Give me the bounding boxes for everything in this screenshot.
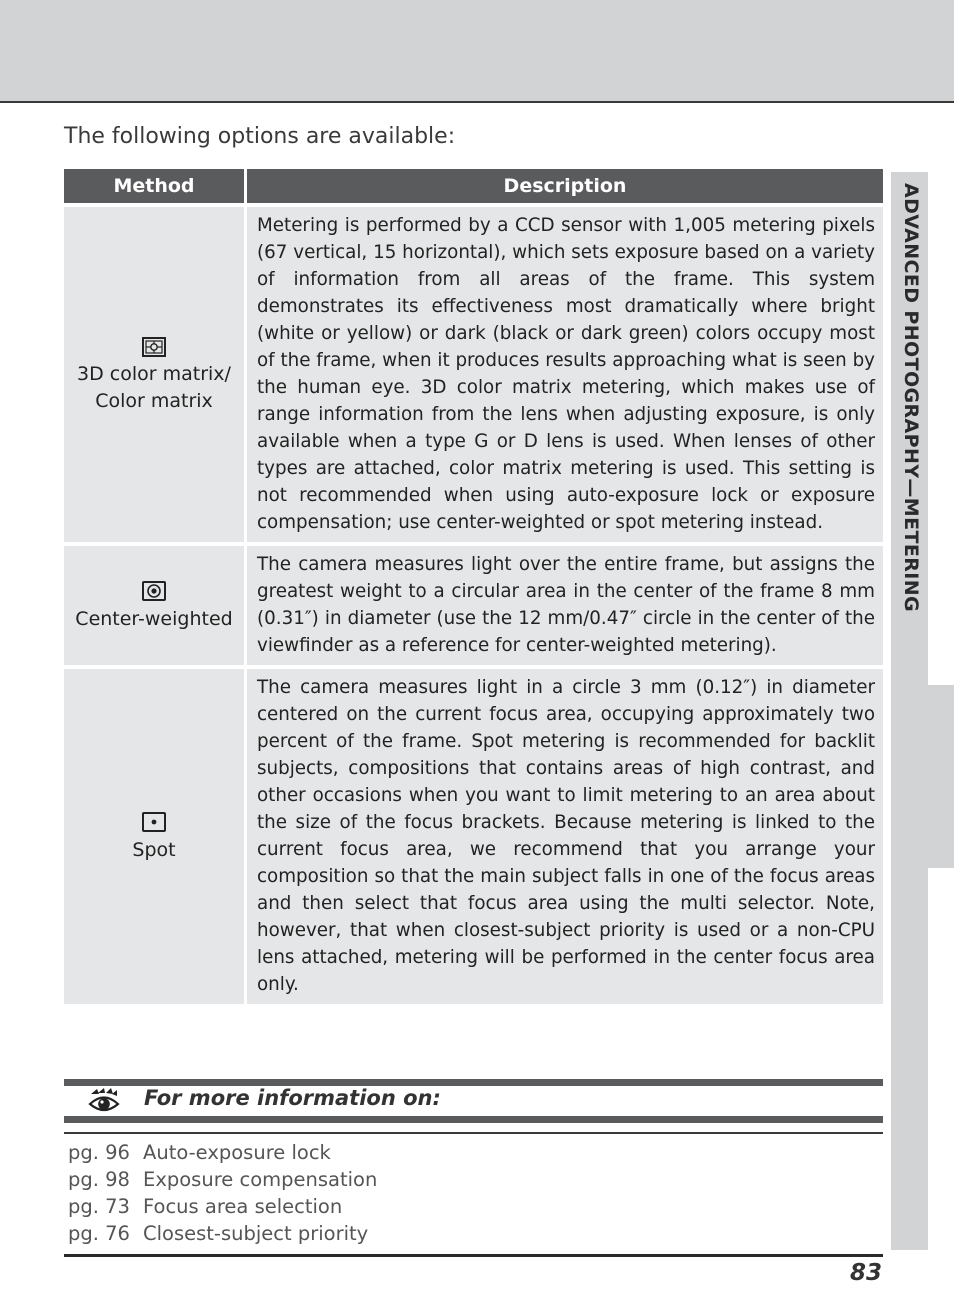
method-cell (64, 203, 247, 542)
spot-metering-icon (142, 812, 166, 832)
method-label: Color matrix (95, 390, 213, 412)
reference-topic: Focus area selection (143, 1195, 343, 1218)
header-rule (0, 101, 954, 103)
more-info-bar (64, 1079, 883, 1125)
reference-page: pg. 96 (68, 1141, 130, 1164)
reference-page: pg. 76 (68, 1222, 130, 1245)
list-item (68, 1139, 377, 1166)
metering-options-table (64, 169, 883, 1004)
intro-text: The following options are available: (64, 124, 456, 149)
side-tab-marker (891, 685, 954, 868)
section-side-label: ADVANCED PHOTOGRAPHY—METERING (900, 183, 922, 613)
reference-page: pg. 98 (68, 1168, 130, 1191)
table-row (64, 203, 883, 542)
table-row (64, 665, 883, 1004)
description-column-header: Description (247, 169, 883, 203)
table-row (64, 542, 883, 665)
eye-reference-icon (88, 1085, 120, 1117)
reference-topic: Closest-subject priority (143, 1222, 369, 1245)
list-item (68, 1220, 377, 1247)
footer-rule (64, 1254, 883, 1257)
method-cell (64, 665, 247, 1004)
method-label: Center-weighted (75, 607, 233, 630)
reference-topic: Auto-exposure lock (143, 1141, 331, 1164)
header-band (0, 0, 954, 101)
list-item (68, 1193, 377, 1220)
more-info-title: For more information on: (144, 1086, 441, 1110)
divider (64, 1116, 883, 1123)
divider (64, 1079, 883, 1086)
method-label: Spot (132, 838, 176, 861)
reference-topic: Exposure compensation (143, 1168, 378, 1191)
reference-page: pg. 73 (68, 1195, 130, 1218)
3d-color-matrix-metering-icon (142, 337, 166, 357)
reference-list (68, 1139, 377, 1247)
table-header-row (64, 169, 883, 203)
divider (64, 1132, 883, 1134)
description-cell: The camera measures light over the entire frame, but assigns the greatest weight to a circular area in the center of the frame 8 mm (0.31″) in diameter (use the 12 mm/0.47″ circle in the center of the viewfinder as a reference for center-weighted metering). (247, 542, 883, 665)
list-item (68, 1166, 377, 1193)
method-column-header: Method (64, 169, 247, 203)
description-cell: The camera measures light in a circle 3 mm (0.12″) in diameter centered on the current focus area, occupying approximately two percent of the frame. Spot metering is recommended for backlit subjects, compositions that contains areas of high contrast, and other occasions when you want to limit metering to an area about the size of the focus brackets. Because metering is linked to the current focus area, we recommend that you arrange your composition so that the main subject falls in one of the focus areas and then select that focus area using the multi selector. Note, however, that when closest-subject priority is used or a non-CPU lens attached, metering will be performed in the center focus area only. (247, 665, 883, 1004)
method-cell (64, 542, 247, 665)
description-cell: Metering is performed by a CCD sensor with 1,005 metering pixels (67 vertical, 15 horizontal), which sets exposure based on a variety of information from all areas of the frame. This system demonstrates its effectiveness most dramatically where bright (white or yellow) or dark (black or dark green) colors occupy most of the frame, when it produces results approaching what is seen by the human eye. 3D color matrix metering, which makes use of range information from the lens when adjusting exposure, is only available when a type G or D lens is used. When lenses of other types are attached, color matrix metering is used. This setting is not recommended when using auto-exposure lock or exposure compensation; use center-weighted or spot metering instead. (247, 203, 883, 542)
center-weighted-metering-icon (142, 581, 166, 601)
method-label: 3D color matrix/ (77, 363, 231, 385)
page-number: 83 (849, 1260, 882, 1286)
